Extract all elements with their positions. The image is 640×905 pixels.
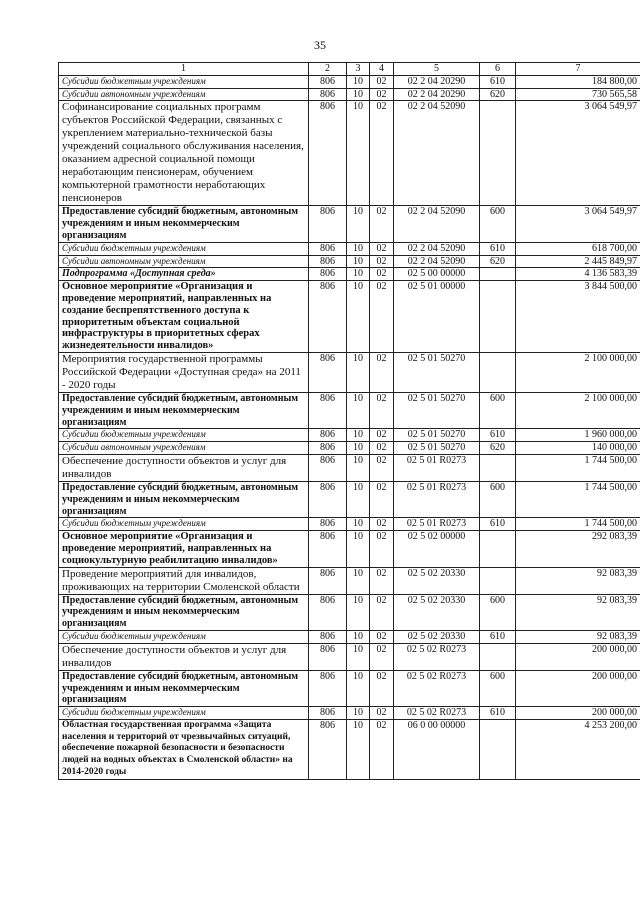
item-name: Областная государственная программа «Защита населения и территорий от чрезвычайных ситуаций, обеспечение пожарной безопасности и безопасности людей на водных объектах в Смоленской области» на 2014-2020 годы: [59, 719, 309, 779]
admin-code: 806: [309, 594, 347, 630]
section-code: 10: [347, 531, 370, 567]
amount: 618 700,00: [516, 242, 640, 255]
subsection-code: 02: [370, 454, 394, 481]
admin-code: 806: [309, 429, 347, 442]
target-article-code: 02 5 02 20330: [394, 630, 480, 643]
amount: 4 136 583,39: [516, 268, 640, 281]
admin-code: 806: [309, 242, 347, 255]
subsection-code: 02: [370, 481, 394, 517]
admin-code: 806: [309, 352, 347, 392]
subsection-code: 02: [370, 643, 394, 670]
amount: 1 960 000,00: [516, 429, 640, 442]
amount: 92 083,39: [516, 567, 640, 594]
target-article-code: 02 2 04 52090: [394, 206, 480, 242]
item-name: Субсидии бюджетным учреждениям: [59, 630, 309, 643]
admin-code: 806: [309, 531, 347, 567]
table-header-row: [59, 63, 640, 76]
section-code: 10: [347, 567, 370, 594]
subsection-code: 02: [370, 707, 394, 720]
table-row: [59, 643, 640, 670]
table-row: [59, 531, 640, 567]
table-row: [59, 518, 640, 531]
section-code: 10: [347, 594, 370, 630]
expense-type-code: 600: [480, 206, 516, 242]
section-code: 10: [347, 670, 370, 706]
expense-type-code: 600: [480, 594, 516, 630]
expense-type-code: [480, 352, 516, 392]
section-code: 10: [347, 88, 370, 101]
table-row: [59, 670, 640, 706]
item-name: Предоставление субсидий бюджетным, автономным учреждениям и иным некоммерческим организациям: [59, 594, 309, 630]
column-header: 4: [370, 63, 394, 76]
admin-code: 806: [309, 75, 347, 88]
column-header: 7: [516, 63, 640, 76]
subsection-code: 02: [370, 206, 394, 242]
item-name: Субсидии бюджетным учреждениям: [59, 707, 309, 720]
target-article-code: 02 5 01 00000: [394, 281, 480, 353]
expense-type-code: [480, 719, 516, 779]
table-row: [59, 630, 640, 643]
admin-code: 806: [309, 442, 347, 455]
amount: 1 744 500,00: [516, 481, 640, 517]
column-header: 2: [309, 63, 347, 76]
target-article-code: 02 5 00 00000: [394, 268, 480, 281]
amount: 200 000,00: [516, 670, 640, 706]
item-name: Основное мероприятие «Организация и проведение мероприятий, направленных на социокультурную реабилитацию инвалидов»: [59, 531, 309, 567]
admin-code: 806: [309, 481, 347, 517]
table-row: [59, 255, 640, 268]
expense-type-code: 610: [480, 429, 516, 442]
subsection-code: 02: [370, 88, 394, 101]
amount: 2 445 849,97: [516, 255, 640, 268]
item-name: Субсидии автономным учреждениям: [59, 442, 309, 455]
target-article-code: 02 5 02 R0273: [394, 707, 480, 720]
item-name: Субсидии бюджетным учреждениям: [59, 518, 309, 531]
subsection-code: 02: [370, 101, 394, 206]
expense-type-code: [480, 101, 516, 206]
admin-code: 806: [309, 101, 347, 206]
column-header: 6: [480, 63, 516, 76]
admin-code: 806: [309, 567, 347, 594]
amount: 200 000,00: [516, 643, 640, 670]
amount: 92 083,39: [516, 594, 640, 630]
item-name: Софинансирование социальных программ субъектов Российской Федерации, связанных с укреплением материально-технической базы учреждений социального обслуживания населения, оказанием адресной социальной помощи неработающим пенсионерам, обучением компьютерной грамотности неработающих пенсионеров: [59, 101, 309, 206]
admin-code: 806: [309, 630, 347, 643]
admin-code: 806: [309, 392, 347, 428]
expense-type-code: [480, 643, 516, 670]
admin-code: 806: [309, 281, 347, 353]
table-row: [59, 281, 640, 353]
target-article-code: 02 5 01 50270: [394, 392, 480, 428]
amount: 1 744 500,00: [516, 518, 640, 531]
target-article-code: 02 5 01 50270: [394, 442, 480, 455]
section-code: 10: [347, 75, 370, 88]
target-article-code: 02 5 01 R0273: [394, 518, 480, 531]
section-code: 10: [347, 268, 370, 281]
section-code: 10: [347, 630, 370, 643]
expense-type-code: 620: [480, 88, 516, 101]
section-code: 10: [347, 643, 370, 670]
expense-type-code: 600: [480, 392, 516, 428]
subsection-code: 02: [370, 392, 394, 428]
subsection-code: 02: [370, 670, 394, 706]
table-row: [59, 707, 640, 720]
expense-type-code: [480, 281, 516, 353]
item-name: Предоставление субсидий бюджетным, автономным учреждениям и иным некоммерческим организациям: [59, 481, 309, 517]
admin-code: 806: [309, 670, 347, 706]
item-name: Субсидии бюджетным учреждениям: [59, 429, 309, 442]
item-name: Подпрограмма «Доступная среда»: [59, 268, 309, 281]
expense-type-code: 600: [480, 670, 516, 706]
target-article-code: 02 2 04 52090: [394, 101, 480, 206]
expense-type-code: [480, 454, 516, 481]
target-article-code: 02 5 01 50270: [394, 429, 480, 442]
amount: 140 000,00: [516, 442, 640, 455]
item-name: Субсидии бюджетным учреждениям: [59, 242, 309, 255]
table-row: [59, 242, 640, 255]
section-code: 10: [347, 454, 370, 481]
amount: 3 064 549,97: [516, 206, 640, 242]
section-code: 10: [347, 392, 370, 428]
expense-type-code: 610: [480, 75, 516, 88]
target-article-code: 02 5 02 20330: [394, 567, 480, 594]
table-row: [59, 392, 640, 428]
table-row: [59, 75, 640, 88]
subsection-code: 02: [370, 255, 394, 268]
page-number: 35: [314, 38, 326, 52]
section-code: 10: [347, 242, 370, 255]
item-name: Обеспечение доступности объектов и услуг для инвалидов: [59, 454, 309, 481]
section-code: 10: [347, 352, 370, 392]
section-code: 10: [347, 206, 370, 242]
subsection-code: 02: [370, 567, 394, 594]
subsection-code: 02: [370, 531, 394, 567]
section-code: 10: [347, 442, 370, 455]
expense-type-code: 610: [480, 518, 516, 531]
section-code: 10: [347, 481, 370, 517]
target-article-code: 02 5 02 00000: [394, 531, 480, 567]
amount: 2 100 000,00: [516, 352, 640, 392]
amount: 92 083,39: [516, 630, 640, 643]
item-name: Обеспечение доступности объектов и услуг для инвалидов: [59, 643, 309, 670]
table-row: [59, 88, 640, 101]
amount: 730 565,58: [516, 88, 640, 101]
amount: 3 064 549,97: [516, 101, 640, 206]
amount: 2 100 000,00: [516, 392, 640, 428]
target-article-code: 02 2 04 52090: [394, 242, 480, 255]
admin-code: 806: [309, 518, 347, 531]
section-code: 10: [347, 719, 370, 779]
target-article-code: 02 5 01 50270: [394, 352, 480, 392]
table-row: [59, 454, 640, 481]
target-article-code: 02 2 04 52090: [394, 255, 480, 268]
expense-type-code: 620: [480, 442, 516, 455]
expense-type-code: 610: [480, 707, 516, 720]
amount: 200 000,00: [516, 707, 640, 720]
table-row: [59, 101, 640, 206]
item-name: Предоставление субсидий бюджетным, автономным учреждениям и иным некоммерческим организациям: [59, 392, 309, 428]
subsection-code: 02: [370, 518, 394, 531]
admin-code: 806: [309, 707, 347, 720]
admin-code: 806: [309, 88, 347, 101]
table-row: [59, 268, 640, 281]
item-name: Субсидии бюджетным учреждениям: [59, 75, 309, 88]
table-row: [59, 481, 640, 517]
amount: 3 844 500,00: [516, 281, 640, 353]
target-article-code: 06 0 00 00000: [394, 719, 480, 779]
admin-code: 806: [309, 206, 347, 242]
table-row: [59, 719, 640, 779]
item-name: Субсидии автономным учреждениям: [59, 88, 309, 101]
item-name: Основное мероприятие «Организация и проведение мероприятий, направленных на создание беспрепятственного доступа к приоритетным объектам социальной инфраструктуры в приоритетных сферах жизнедеятельности инвалидов»: [59, 281, 309, 353]
table-row: [59, 206, 640, 242]
section-code: 10: [347, 101, 370, 206]
expense-type-code: 600: [480, 481, 516, 517]
target-article-code: 02 5 01 R0273: [394, 481, 480, 517]
subsection-code: 02: [370, 281, 394, 353]
target-article-code: 02 5 02 R0273: [394, 643, 480, 670]
expense-type-code: 610: [480, 242, 516, 255]
subsection-code: 02: [370, 630, 394, 643]
target-article-code: 02 5 01 R0273: [394, 454, 480, 481]
table-row: [59, 352, 640, 392]
item-name: Предоставление субсидий бюджетным, автономным учреждениям и иным некоммерческим организациям: [59, 206, 309, 242]
section-code: 10: [347, 518, 370, 531]
admin-code: 806: [309, 255, 347, 268]
budget-table: [58, 62, 640, 780]
amount: 184 800,00: [516, 75, 640, 88]
target-article-code: 02 2 04 20290: [394, 88, 480, 101]
subsection-code: 02: [370, 442, 394, 455]
item-name: Проведение мероприятий для инвалидов, проживающих на территории Смоленской области: [59, 567, 309, 594]
target-article-code: 02 5 02 R0273: [394, 670, 480, 706]
subsection-code: 02: [370, 429, 394, 442]
subsection-code: 02: [370, 268, 394, 281]
amount: 4 253 200,00: [516, 719, 640, 779]
admin-code: 806: [309, 719, 347, 779]
expense-type-code: [480, 531, 516, 567]
amount: 1 744 500,00: [516, 454, 640, 481]
column-header: 1: [59, 63, 309, 76]
target-article-code: 02 2 04 20290: [394, 75, 480, 88]
subsection-code: 02: [370, 75, 394, 88]
section-code: 10: [347, 429, 370, 442]
section-code: 10: [347, 255, 370, 268]
table-row: [59, 567, 640, 594]
item-name: Субсидии автономным учреждениям: [59, 255, 309, 268]
section-code: 10: [347, 281, 370, 353]
expense-type-code: [480, 268, 516, 281]
admin-code: 806: [309, 268, 347, 281]
column-header: 3: [347, 63, 370, 76]
subsection-code: 02: [370, 242, 394, 255]
table-row: [59, 429, 640, 442]
table-row: [59, 594, 640, 630]
table-row: [59, 442, 640, 455]
section-code: 10: [347, 707, 370, 720]
item-name: Мероприятия государственной программы Российской Федерации «Доступная среда» на 2011 - 2020 годы: [59, 352, 309, 392]
subsection-code: 02: [370, 352, 394, 392]
column-header: 5: [394, 63, 480, 76]
target-article-code: 02 5 02 20330: [394, 594, 480, 630]
subsection-code: 02: [370, 719, 394, 779]
expense-type-code: 620: [480, 255, 516, 268]
amount: 292 083,39: [516, 531, 640, 567]
admin-code: 806: [309, 643, 347, 670]
expense-type-code: [480, 567, 516, 594]
expense-type-code: 610: [480, 630, 516, 643]
subsection-code: 02: [370, 594, 394, 630]
item-name: Предоставление субсидий бюджетным, автономным учреждениям и иным некоммерческим организациям: [59, 670, 309, 706]
admin-code: 806: [309, 454, 347, 481]
